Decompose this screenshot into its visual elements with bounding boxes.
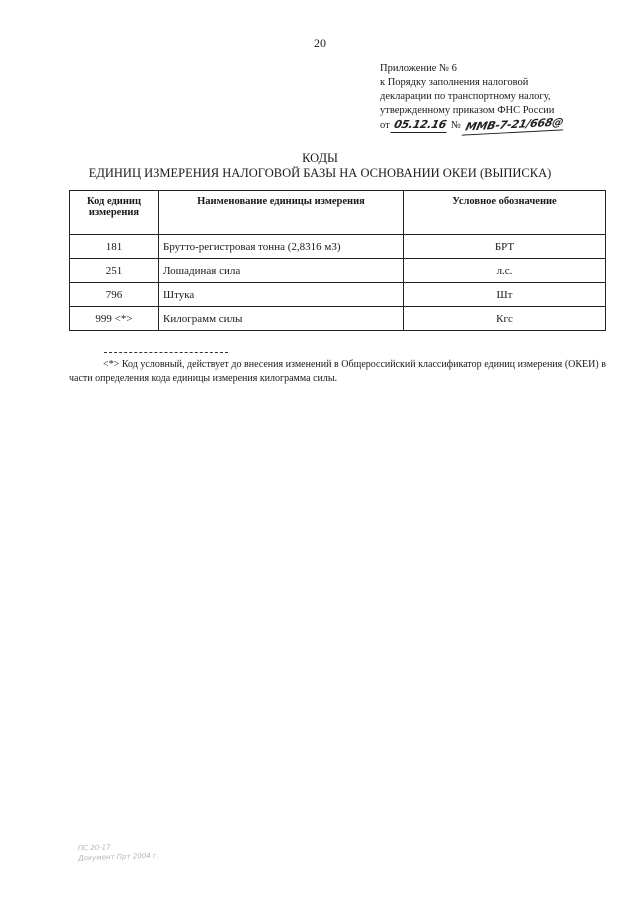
header-name: Наименование единицы измерения [159,191,404,235]
table-row [70,259,606,283]
table-header-row [70,191,606,235]
cell-code: 251 [70,259,159,283]
cell-symbol: л.с. [404,259,606,283]
table-row [70,307,606,331]
handwritten-date: 05.12.16 [391,118,450,133]
header-symbol: Условное обозначение [404,191,606,235]
footnote-separator [104,352,228,353]
footnote: <*> Код условный, действует до внесения изменений в Общероссийский классификатор единиц измерения (ОКЕИ) в части определения кода единицы измерения килограмма силы. [69,359,606,384]
handwritten-order-number: ММВ-7-21/668@ [461,115,566,135]
annex-line: Приложение № 6 [380,63,457,74]
cell-symbol: БРТ [404,235,606,259]
annex-order-line [380,115,610,134]
units-table [69,190,606,331]
table-row [70,283,606,307]
header-code: Код единиц измерения [70,191,159,235]
cell-code: 181 [70,235,159,259]
stamp-line: ПС 20-17 [77,843,111,853]
cell-name: Лошадиная сила [159,259,404,283]
title-line: КОДЫ [302,151,338,165]
table-row [70,235,606,259]
cell-name: Брутто-регистровая тонна (2,8316 м3) [159,235,404,259]
annex-line: декларации по транспортному налогу, [380,91,551,102]
cell-name: Штука [159,283,404,307]
annex-line: к Порядку заполнения налоговой [380,77,529,88]
number-prefix: № [450,120,461,131]
annex-header [380,62,610,133]
annex-line: утвержденному приказом ФНС России [380,105,555,116]
cell-symbol: Кгс [404,307,606,331]
title-line: ЕДИНИЦ ИЗМЕРЕНИЯ НАЛОГОВОЙ БАЗЫ НА ОСНОВАНИИ ОКЕИ (ВЫПИСКА) [88,166,552,180]
cell-code: 796 [70,283,159,307]
faint-stamp [78,837,279,864]
page-number: 20 [314,36,326,50]
document-title [0,151,640,181]
cell-name: Килограмм силы [159,307,404,331]
stamp-line: Документ Прт 2004 г. [78,851,159,863]
cell-code: 999 <*> [70,307,159,331]
date-prefix: от [380,120,390,131]
cell-symbol: Шт [404,283,606,307]
